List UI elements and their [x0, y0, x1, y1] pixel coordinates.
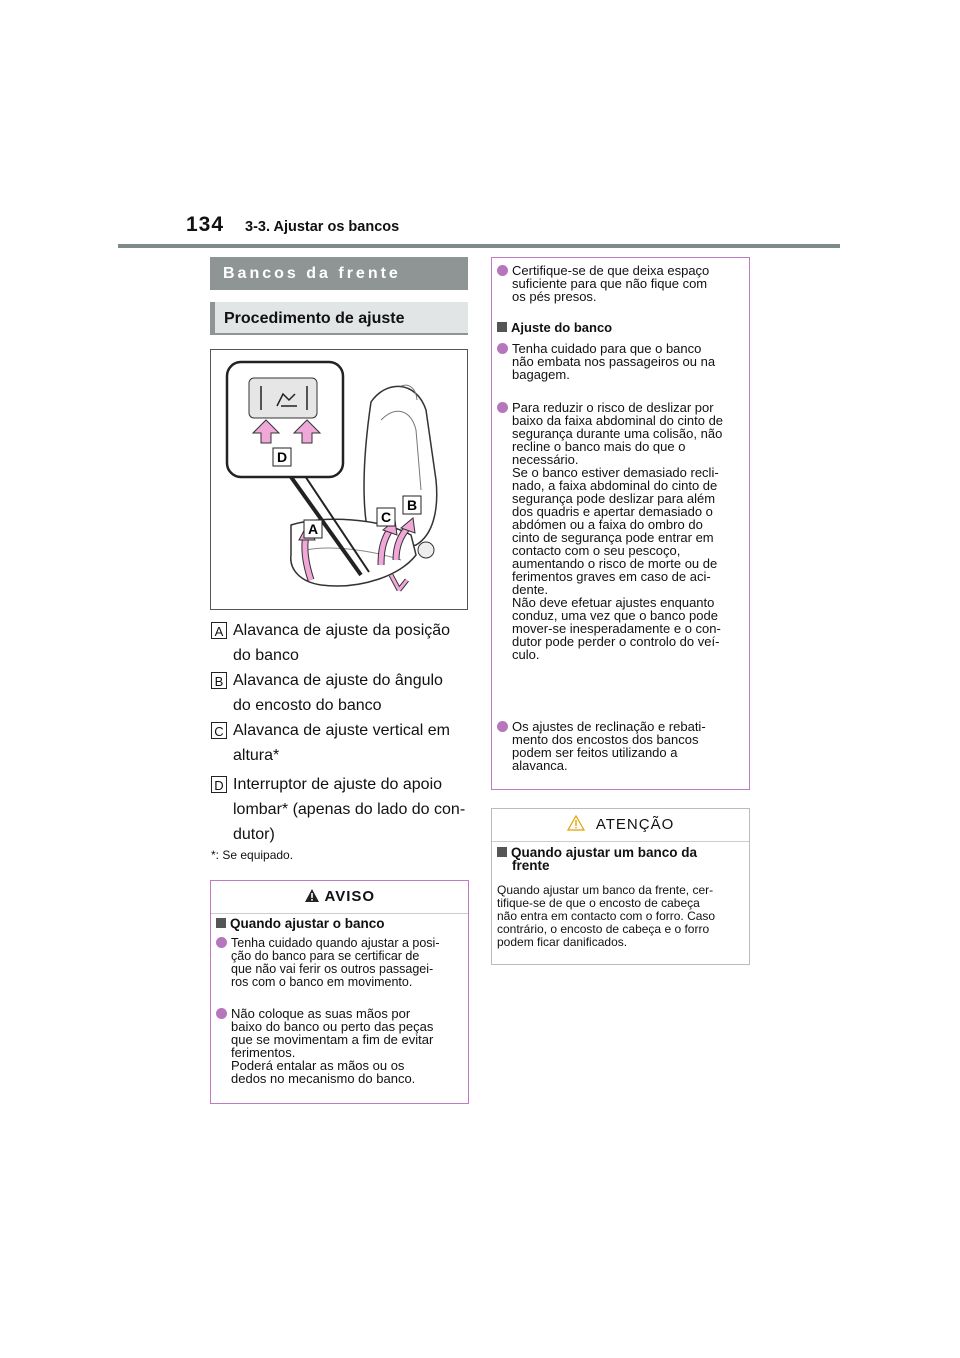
footnote: *: Se equipado. [211, 848, 294, 862]
box1-bullet-1: Certifique-se de que deixa espaço suficiente para que não fique com os pés presos. [497, 264, 757, 303]
atencao-title: ATENÇÃO [595, 816, 675, 833]
box1-bullet-4: Os ajustes de reclinação e rebati- mento dos encostos dos bancos podem ser feitos utilizando a alavanca. [497, 720, 757, 772]
aviso-bullet-2: Não coloque as suas mãos por baixo do banco ou perto das peças que se movimentam a fim de evitar ferimentos. Poderá entalar as mãos ou os dedos no mecanismo do banco. [216, 1007, 476, 1085]
notice-continued-box [491, 257, 750, 790]
page-number: 134 [186, 213, 225, 236]
section-band-title: Bancos da frente [210, 257, 468, 290]
aviso-heading: Quando ajustar o banco [216, 917, 385, 930]
figure-label-b: B [406, 497, 418, 513]
legend-item-a: A Alavanca de ajuste da posição do banco [211, 618, 471, 668]
bullet-icon [216, 937, 227, 948]
warning-triangle-icon [304, 888, 320, 903]
subheading: Procedimento de ajuste [210, 302, 468, 335]
legend-letter-a: A [211, 622, 227, 639]
box1-heading: Ajuste do banco [497, 321, 612, 334]
arrow-down-icon [391, 575, 407, 590]
legend-item-b: B Alavanca de ajuste do ângulo do encosto do banco [211, 668, 471, 718]
recline-knob [418, 542, 434, 558]
bullet-icon [497, 402, 508, 413]
legend-letter-b: B [211, 672, 227, 689]
bullet-icon [216, 1008, 227, 1019]
seat-drawing [211, 350, 467, 609]
atencao-body: Quando ajustar um banco da frente, cer- tifique-se de que o encosto de cabeça não entra em contacto com o forro. Caso contrário, o encosto de cabeça e o forro podem ficar danificados. [497, 883, 716, 949]
atencao-heading: Quando ajustar um banco da frente [497, 846, 757, 872]
section-title: 3-3. Ajustar os bancos [245, 219, 400, 235]
figure-label-a: A [307, 521, 319, 537]
figure-label-c: C [380, 509, 392, 525]
bullet-icon [497, 721, 508, 732]
atencao-box [491, 808, 750, 965]
aviso-box [210, 880, 469, 1104]
legend-letter-d: D [211, 776, 227, 793]
header-rule [118, 244, 840, 248]
atencao-header [492, 809, 749, 842]
figure-label-d: D [276, 449, 288, 465]
legend-item-d: D Interruptor de ajuste do apoio lombar* (apenas do lado do con- dutor) [211, 772, 471, 847]
caution-triangle-icon [567, 815, 585, 831]
seat-illustration [210, 349, 468, 610]
legend-item-c: C Alavanca de ajuste vertical em altura* [211, 718, 471, 768]
box1-bullet-2: Tenha cuidado para que o banco não embata nos passageiros ou na bagagem. [497, 342, 757, 381]
aviso-title: AVISO [324, 888, 376, 905]
aviso-header [211, 881, 468, 914]
aviso-bullet-1: Tenha cuidado quando ajustar a posi- ção do banco para se certificar de que não vai ferir os outros passagei- ros com o banco em movimento. [216, 937, 476, 989]
bullet-icon [497, 265, 508, 276]
legend-letter-c: C [211, 722, 227, 739]
box1-bullet-3: Para reduzir o risco de deslizar por baixo da faixa abdominal do cinto de segurança durante uma colisão, não recline o banco mais do que o necessário. Se o banco estiver demasiado recli- nado, a faixa abdominal do cinto de segurança pode deslizar para além dos quadris e apertar demasiado o abdómen ou a faixa do ombro do cinto de segurança pode entrar em contacto com o seu pescoço, aumentando o risco de morte ou de ferimentos graves em caso de aci- dente. Não deve efetuar ajustes enquanto conduz, uma vez que o banco pode mover-se inesperadamente e o con- dutor pode perder o controlo do veí- culo. [497, 401, 760, 661]
bullet-icon [497, 343, 508, 354]
